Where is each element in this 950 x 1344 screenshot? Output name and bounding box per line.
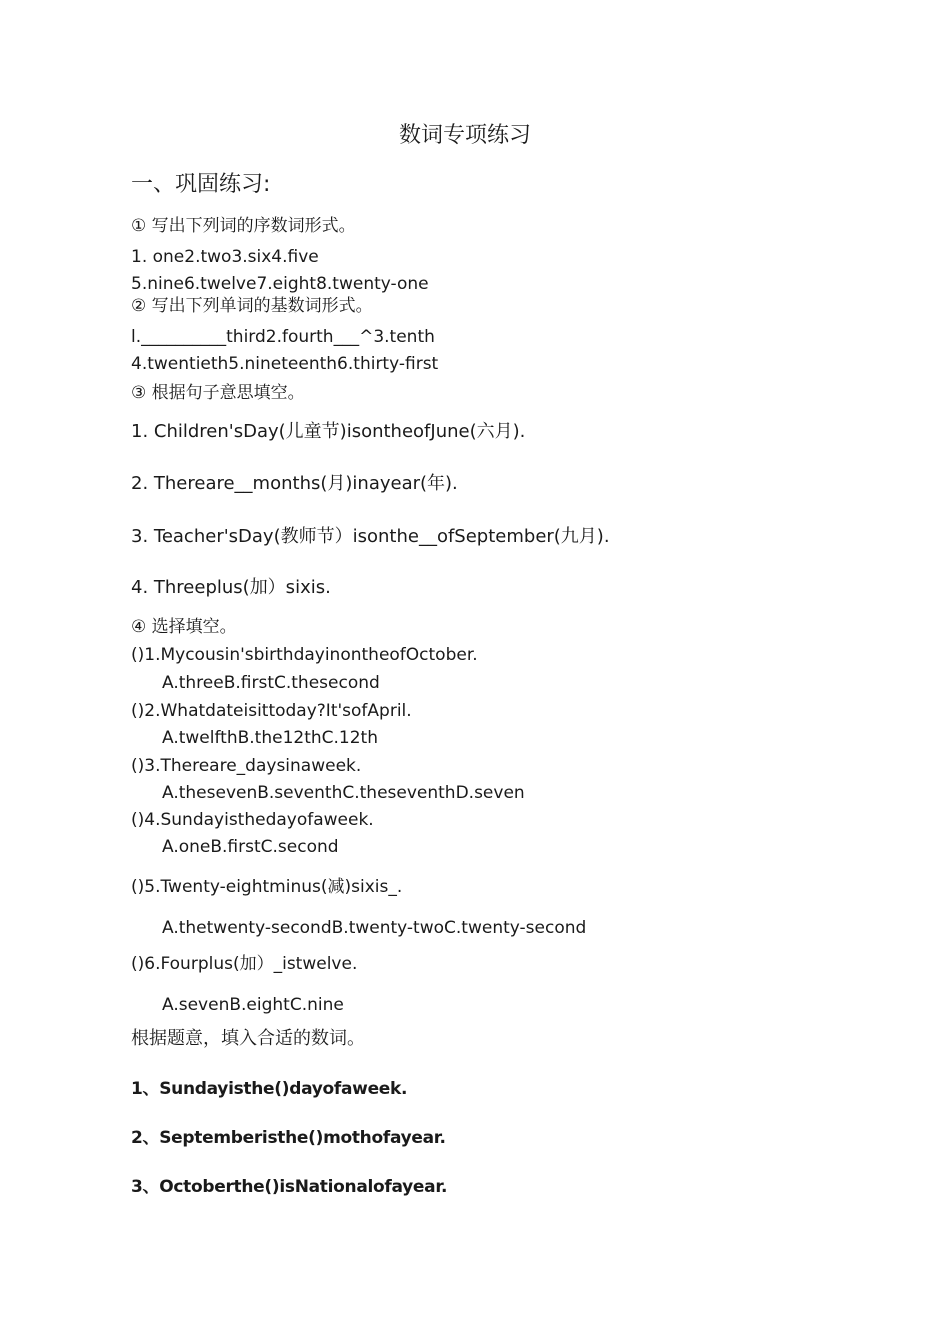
choice-options: A.thetwenty-secondB.twenty-twoC.twenty-second — [162, 918, 587, 938]
part2-line: l.__________third2.fourth___^3.tenth — [131, 327, 435, 347]
fill-blank-item: 1、Sundayisthe()dayofaweek. — [131, 1079, 408, 1099]
part3-sentence: 3. Teacher'sDay(教师节）isonthe__ofSeptember(九月). — [131, 526, 610, 547]
part1-line: 5.nine6.twelve7.eight8.twenty-one — [131, 274, 429, 294]
page-title: 数词专项练习 — [398, 123, 531, 148]
section-heading: 一、巩固练习: — [131, 172, 271, 197]
part5-heading: 根据题意，填入合适的数词。 — [131, 1028, 365, 1049]
choice-question: ()5.Twenty-eightminus(减)sixis_. — [131, 877, 403, 897]
choice-options: A.thesevenB.seventhC.theseventhD.seven — [162, 783, 525, 803]
part1-line: 1. one2.two3.six4.five — [131, 247, 319, 267]
part3-sentence: 1. Children'sDay(儿童节)isontheofJune(六月). — [131, 421, 526, 442]
fill-blank-item: 3、Octoberthe()isNationalofayear. — [131, 1177, 448, 1197]
part2-heading: ② 写出下列单词的基数词形式。 — [131, 296, 373, 316]
choice-options: A.twelfthB.the12thC.12th — [162, 728, 378, 748]
part2-line: 4.twentieth5.nineteenth6.thirty-first — [131, 354, 439, 374]
part3-heading: ③ 根据句子意思填空。 — [131, 383, 305, 403]
choice-options: A.sevenB.eightC.nine — [162, 995, 344, 1015]
choice-options: A.threeB.firstC.thesecond — [162, 673, 380, 693]
part4-heading: ④ 选择填空。 — [131, 617, 237, 637]
choice-question: ()4.Sundayisthedayofaweek. — [131, 810, 374, 830]
part1-heading: ① 写出下列词的序数词形式。 — [131, 216, 356, 236]
part3-sentence: 4. Threeplus(加）sixis. — [131, 577, 331, 598]
choice-question: ()1.Mycousin'sbirthdayinontheofOctober. — [131, 645, 478, 665]
choice-options: A.oneB.firstC.second — [162, 837, 339, 857]
choice-question: ()3.Thereare_daysinaweek. — [131, 756, 362, 776]
part3-sentence: 2. Thereare__months(月)inayear(年). — [131, 473, 458, 494]
choice-question: ()2.Whatdateisittoday?It'sofApril. — [131, 701, 412, 721]
choice-question: ()6.Fourplus(加）_istwelve. — [131, 954, 358, 974]
fill-blank-item: 2、Septemberisthe()mothofayear. — [131, 1128, 446, 1148]
